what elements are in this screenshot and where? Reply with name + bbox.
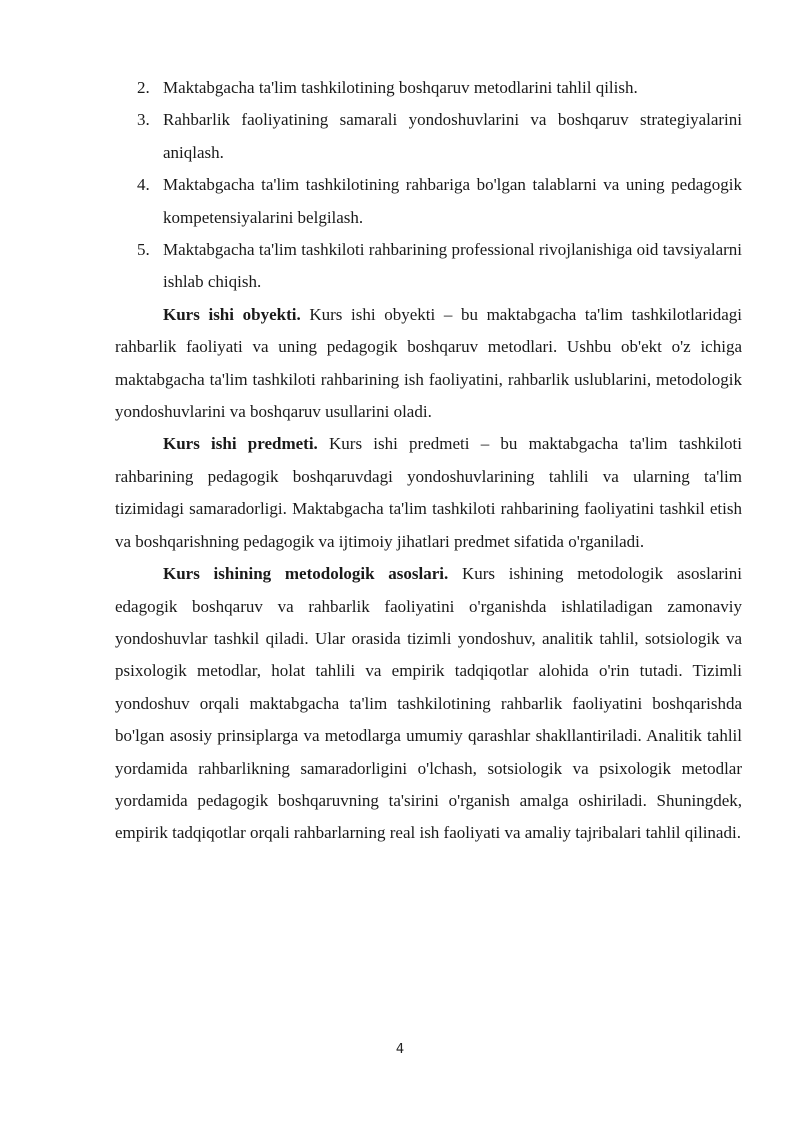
list-item-text: Maktabgacha ta'lim tashkilotining boshqaruv metodlarini tahlil qilish. <box>163 78 638 97</box>
list-item <box>115 72 742 104</box>
paragraph-text: Kurs ishi predmeti – bu maktabgacha ta'lim tashkiloti rahbarining pedagogik boshqaruvdagi yondoshuvlarining tahlili va ularning ta'lim tizimidagi samaradorligi. Maktabgacha ta'lim tashkiloti rahbarining faoliyatini tashkil etish va boshqarishning pedagogik va ijtimoiy jihatlari predmet sifatida o'rganiladi. <box>115 434 742 551</box>
paragraph-text: Kurs ishi obyekti – bu maktabgacha ta'lim tashkilotlaridagi rahbarlik faoliyati va uning pedagogik boshqaruv metodlari. Ushbu ob'ekt o'z ichiga maktabgacha ta'lim tashkiloti rahbarining ish faoliyatini, rahbarlik uslublarini, metodologik yondoshuvlarini va boshqaruv usullarini oladi. <box>115 304 742 422</box>
list-item <box>115 104 742 169</box>
list-item-text: Rahbarlik faoliyatining samarali yondoshuvlarini va boshqaruv strategiyalarini aniqlash. <box>163 110 742 162</box>
list-item <box>115 169 742 234</box>
list-item <box>115 234 742 299</box>
paragraph-heading: Kurs ishi predmeti. <box>163 434 318 454</box>
list-item-number: 3. <box>137 110 150 130</box>
page-content <box>115 72 742 850</box>
list-item-text: Maktabgacha ta'lim tashkiloti rahbarining professional rivojlanishiga oid tavsiyalarni ishlab chiqish. <box>163 240 742 292</box>
list-item-text: Maktabgacha ta'lim tashkilotining rahbariga bo'lgan talablarni va uning pedagogik kompetensiyalarini belgilash. <box>163 175 742 227</box>
paragraph-heading: Kurs ishi obyekti. <box>163 304 301 324</box>
paragraph-heading: Kurs ishining metodologik asoslari. <box>163 564 449 584</box>
list-item-number: 5. <box>137 240 150 260</box>
objectives-list <box>115 72 742 299</box>
object-paragraph <box>115 299 742 429</box>
list-item-number: 2. <box>137 78 150 97</box>
subject-paragraph <box>115 428 742 558</box>
methodology-paragraph <box>115 558 742 850</box>
list-item-number: 4. <box>137 175 150 195</box>
paragraph-text: Kurs ishining metodologik asoslarini edagogik boshqaruv va rahbarlik faoliyatini o'rganishda ishlatiladigan zamonaviy yondoshuvlar tashkil qiladi. Ular orasida tizimli yondoshuv, analitik tahlil, sotsiologik va psixologik metodlar, holat tahlili va empirik tadqiqotlar alohida o'rin tutadi. Tizimli yondoshuv orqali maktabgacha ta'lim tashkilotining rahbarlik faoliyatini boshqarishda bo'lgan asosiy prinsiplarga va metodlarga umumiy qarashlar shakllantiriladi. Analitik tahlil yordamida rahbarlikning samaradorligini o'lchash, sotsiologik va psixologik metodlar yordamida pedagogik boshqaruvning ta'sirini o'rganish amalga oshiriladi. Shuningdek, empirik tadqiqotlar orqali rahbarlarning real ish faoliyati va amaliy tajribalari tahlil qilinadi. <box>115 564 742 843</box>
page-number: 4 <box>395 1042 405 1057</box>
